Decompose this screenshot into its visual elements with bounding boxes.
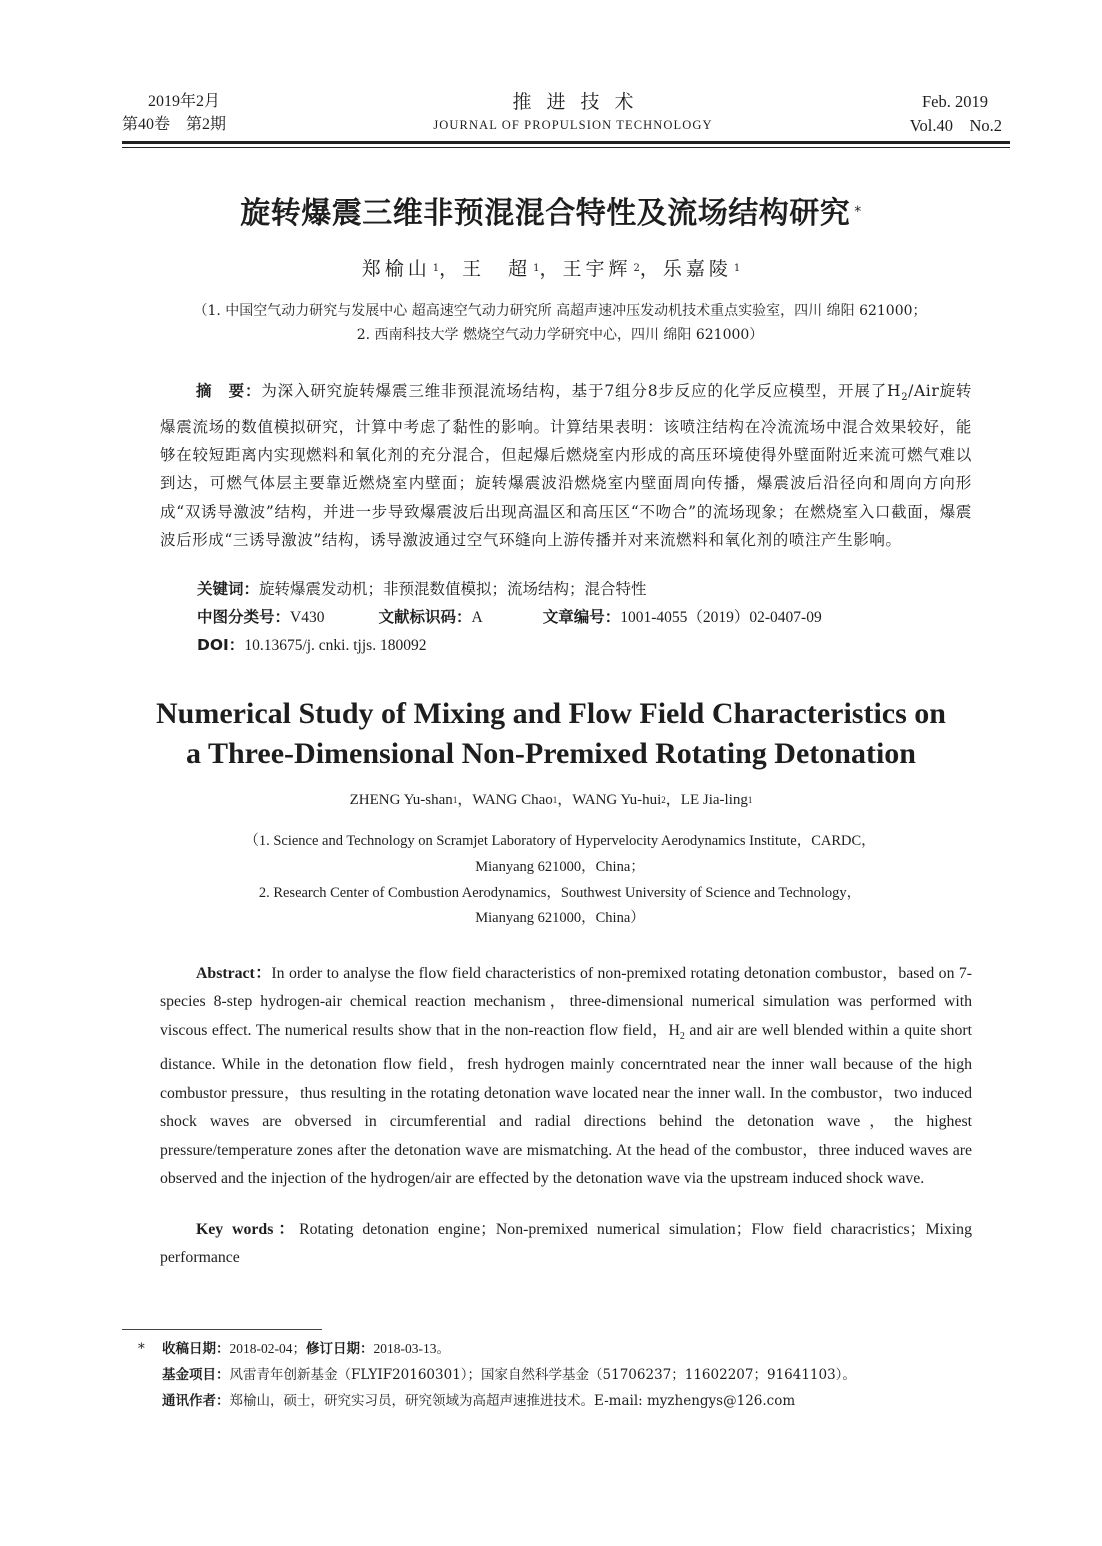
title-cn-text: 旋转爆震三维非预混混合特性及流场结构研究	[240, 196, 851, 231]
author-affil-mark: 2	[661, 795, 666, 805]
received-label: 收稿日期：	[162, 1341, 230, 1357]
affiliation-cn-2: 2. 西南科技大学 燃烧空气动力学研究中心，四川 绵阳 621000）	[356, 327, 764, 343]
received-value: 2018-02-04；	[229, 1341, 306, 1356]
journal-name-cn: 推进技术	[512, 91, 649, 113]
keywords-cn-text: 旋转爆震发动机；非预混数值模拟；流场结构；混合特性	[259, 580, 647, 598]
corresponding-value: 郑榆山，硕士，研究实习员，研究领域为高超声速推进技术。E-mail: myzhengys@126.com	[229, 1393, 796, 1409]
author-cn: 乐嘉陵	[662, 258, 732, 280]
author-affil-mark: 1	[432, 263, 440, 274]
author-affil-mark: 1	[747, 795, 753, 805]
corresponding-label: 通讯作者：	[162, 1393, 230, 1409]
fund-label: 基金项目：	[162, 1367, 230, 1383]
affiliation-en-2: 2. Research Center of Combustion Aerodynamics，Southwest University of Science and Technology，	[258, 884, 862, 901]
doi-label: DOI：	[197, 636, 245, 654]
author-separator: ，	[439, 258, 463, 280]
doc-code-label: 文献标识码：	[378, 608, 472, 626]
author-separator: ，	[457, 792, 473, 808]
author-separator: ，	[639, 258, 663, 280]
header-rule-thin	[122, 147, 1010, 148]
author-separator: ，	[557, 792, 573, 808]
author-en: WANG Chao	[472, 792, 553, 808]
volume-issue-en: Vol.40 No.2	[909, 116, 1002, 135]
class-value: V430	[290, 609, 325, 626]
authors-en	[0, 788, 1102, 812]
classification-line	[197, 604, 977, 631]
abstract-en-label: Abstract：	[196, 965, 272, 982]
abstract-cn-label: 摘 要：	[196, 382, 262, 400]
affiliation-en-2-city: Mianyang 621000，China）	[475, 910, 645, 927]
author-cn: 王 超	[462, 258, 532, 280]
revised-value: 2018-03-13。	[373, 1341, 450, 1356]
affiliations-cn	[150, 299, 970, 347]
title-footnote-mark: *	[854, 204, 862, 220]
author-en: LE Jia-ling	[680, 792, 748, 808]
paper-title-en	[100, 694, 1002, 774]
author-affil-mark: 1	[733, 263, 741, 274]
footnote-rule	[122, 1329, 322, 1330]
volume-issue-cn: 第40卷 第2期	[122, 116, 227, 133]
affiliations-en	[150, 829, 970, 932]
abstract-cn-text-a: 为深入研究旋转爆震三维非预混流场结构，基于7组分8步反应的化学反应模型，开展了H	[261, 382, 902, 400]
abstract-en-text-b: and air are well blended within a quite short distance. While in the detonation flow field，fresh hydrogen mainly concerntrated near the inner wall because of the high combustor pressure，thus resulting in the rotating detonation wave located near the inner wall. In the combustor，two induced shock waves are obversed in circumferential and radial directions behind the detonation wave，the highest pressure/temperature zones after the detonation wave are mismatching. At the head of the combustor，three induced waves are observed and the injection of the hydrogen/air are effected by the detonation wave via the upstream induced shock wave.	[160, 1021, 972, 1187]
author-en: ZHENG Yu-shan	[349, 792, 453, 808]
keywords-cn	[197, 576, 647, 602]
abstract-cn	[160, 377, 972, 555]
abstract-cn-subscript: 2	[901, 392, 909, 404]
header-right	[910, 90, 1002, 138]
author-affil-mark: 1	[533, 263, 540, 274]
affiliation-en-1: （1. Science and Technology on Scramjet Laboratory of Hypervelocity Aerodynamics Institute，CARDC，	[244, 833, 876, 849]
paper-title-cn	[0, 194, 1102, 234]
header-rule-thick	[122, 141, 1010, 144]
title-en-line-1: Numerical Study of Mixing and Flow Field Characteristics on	[156, 697, 946, 730]
keywords-en-text: Rotating detonation engine；Non-premixed numerical simulation；Flow field characristics；Mixing performance	[160, 1221, 972, 1267]
abstract-en-text-a: In order to analyse the flow field characteristics of non-premixed rotating detonation combustor，based on 7-species 8-step hydrogen-air chemical reaction mechanism，three-dimensional numerical simulation was performed with viscous effect. The numerical results show that in the non-reaction flow field，H	[160, 965, 973, 1039]
journal-name-en: JOURNAL OF PROPULSION TECHNOLOGY	[433, 118, 713, 132]
header-left	[122, 90, 226, 136]
footnote-corresponding-author	[162, 1388, 795, 1414]
keywords-cn-label: 关键词：	[197, 580, 260, 598]
doi-value: 10.13675/j. cnki. tjjs. 180092	[244, 637, 427, 654]
author-separator: ，	[539, 258, 563, 280]
author-affil-mark: 1	[552, 795, 558, 805]
keywords-en-label: Key words：	[196, 1221, 300, 1238]
issue-date-cn: 2019年2月	[148, 93, 221, 110]
issue-date-en: Feb. 2019	[922, 92, 988, 111]
abstract-cn-text-b: /Air旋转爆震流场的数值模拟研究，计算中考虑了黏性的影响。计算结果表明：该喷注结构在冷流流场中混合效果较好，能够在较短距离内实现燃料和氧化剂的充分混合，但起爆后燃烧室内形成的高压环境使得外壁面附近来流可燃气难以到达，可燃气体层主要靠近燃烧室内壁面；旋转爆震波沿燃烧室内壁面周向传播，爆震波后沿径向和周向方向形成“双诱导激波”结构，并进一步导致爆震波后出现高温区和高压区“不吻合”的流场现象；在燃烧室入口截面，爆震波后形成“三诱导激波”结构，诱导激波通过空气环缝向上游传播并对来流燃料和氧化剂的喷注产生影响。	[160, 382, 973, 550]
class-label: 中图分类号：	[197, 608, 291, 626]
footnote-dates	[138, 1336, 450, 1362]
affiliation-en-1-city: Mianyang 621000，China；	[475, 858, 645, 875]
footnote-star: *	[138, 1341, 145, 1357]
doc-code-value: A	[471, 609, 483, 626]
header-journal	[380, 89, 766, 134]
footnote-funding	[162, 1362, 856, 1388]
article-no-label: 文章编号：	[542, 608, 621, 626]
revised-label: 修订日期：	[306, 1341, 374, 1357]
authors-cn	[0, 255, 1102, 283]
author-affil-mark: 2	[633, 263, 640, 274]
abstract-en-subscript: 2	[679, 1030, 685, 1042]
author-cn: 王宇辉	[562, 258, 632, 280]
abstract-en	[160, 960, 972, 1193]
keywords-en	[160, 1216, 972, 1273]
article-no-value: 1001-4055（2019）02-0407-09	[620, 609, 822, 626]
author-cn: 郑榆山	[361, 258, 431, 280]
doi-line	[197, 632, 426, 659]
fund-value: 风雷青年创新基金（FLYIF20160301）；国家自然科学基金（51706237；11602207；91641103）。	[229, 1367, 856, 1383]
author-separator: ，	[665, 792, 681, 808]
author-affil-mark: 1	[452, 795, 458, 805]
title-en-line-2: a Three-Dimensional Non-Premixed Rotating Detonation	[186, 737, 916, 770]
affiliation-cn-1: （1. 中国空气动力研究与发展中心 超高速空气动力研究所 高超声速冲压发动机技术重点实验室，四川 绵阳 621000；	[193, 303, 927, 319]
author-en: WANG Yu-hui	[572, 792, 662, 808]
